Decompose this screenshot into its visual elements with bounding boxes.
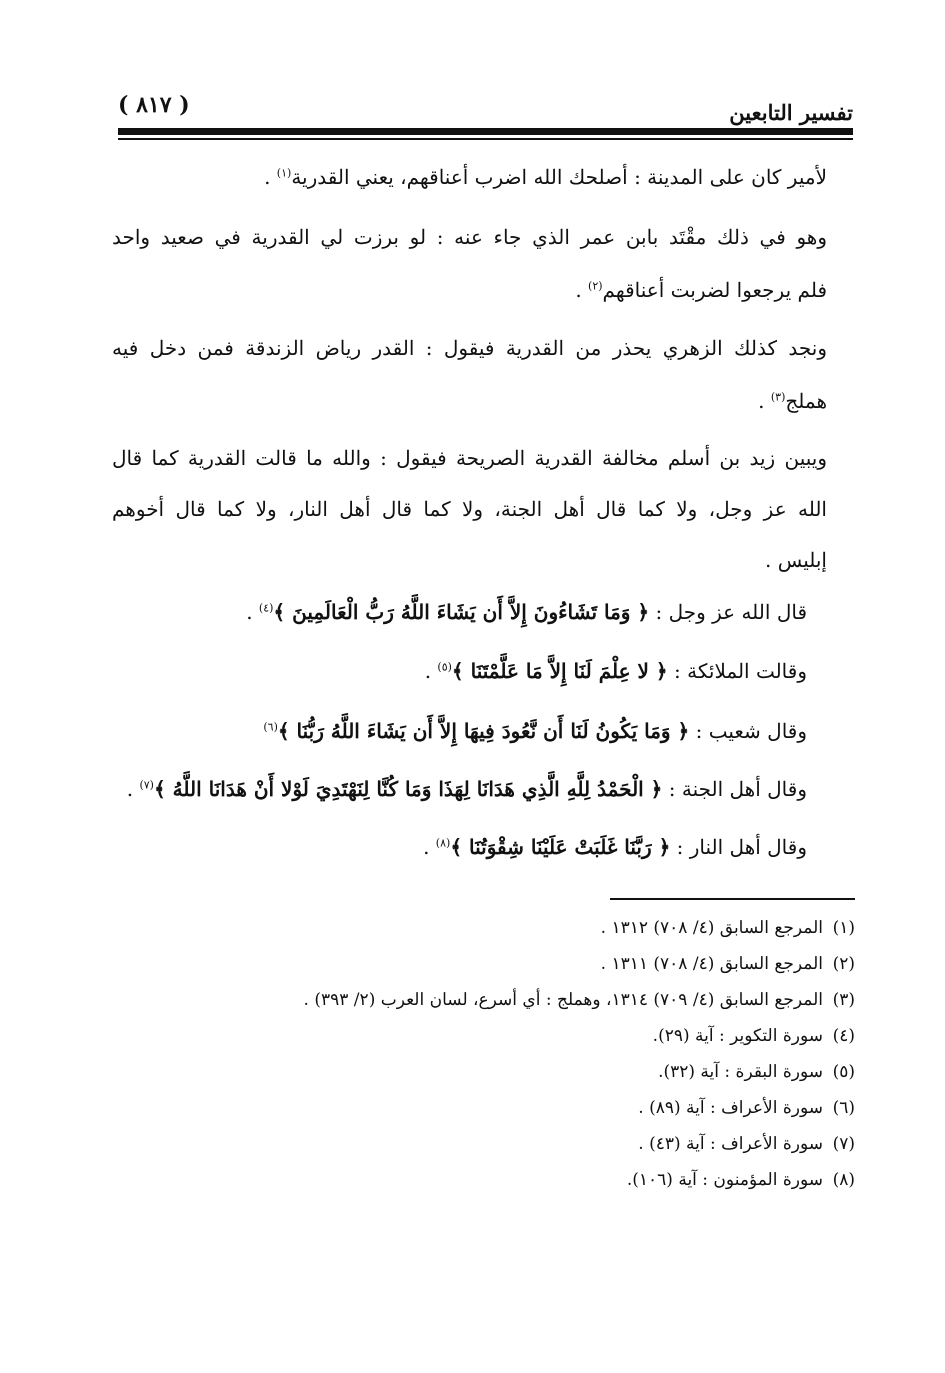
footnote-item xyxy=(601,952,855,976)
quote-line xyxy=(263,716,807,746)
footnote-number: (٦) xyxy=(832,1098,855,1118)
footnote-item xyxy=(627,1168,855,1192)
body-line xyxy=(575,275,827,305)
footnote-text: سورة الأعراف : آية (٤٣) . xyxy=(638,1134,823,1154)
footnote-item xyxy=(304,988,855,1012)
body-line xyxy=(112,333,827,363)
quote-intro: وقالت الملائكة : xyxy=(667,659,807,683)
quote-line xyxy=(127,774,807,804)
footnote-number: (٥) xyxy=(832,1062,855,1082)
body-line xyxy=(112,222,827,252)
footnote-text: سورة البقرة : آية (٣٢). xyxy=(658,1062,823,1082)
footnote-ref: (٨) xyxy=(435,836,451,850)
footnote-ref: (٢) xyxy=(588,279,603,293)
footnote-text: المرجع السابق (٤/ ٧٠٨) ١٣١٢ . xyxy=(600,918,823,938)
body-text: . xyxy=(424,659,438,683)
body-line xyxy=(765,545,827,575)
body-line xyxy=(112,443,827,473)
body-text: ويبين زيد بن أسلم مخالفة القدرية الصريحة فيقول : والله ما قالت القدرية كما قال xyxy=(112,446,827,470)
quote-line xyxy=(246,597,807,627)
body-line xyxy=(112,494,827,524)
footnote-ref: (٥) xyxy=(437,660,452,674)
body-line xyxy=(758,386,827,416)
header-rule-thick xyxy=(118,128,853,135)
footnote-ref: (١) xyxy=(276,166,292,180)
quran-verse: ﴿ رَبَّنَا غَلَبَتْ عَلَيْنَا شِقْوَتُنَا ﴾ xyxy=(450,835,671,859)
quote-intro: قال الله عز وجل : xyxy=(649,600,807,624)
body-text: الله عز وجل، ولا كما قال أهل الجنة، ولا كما قال أهل النار، ولا كما قال أخوهم xyxy=(112,497,827,521)
body-line xyxy=(264,162,827,192)
footnote-number: (١) xyxy=(832,918,855,938)
body-text: . xyxy=(246,600,259,624)
footnote-text: المرجع السابق (٤/ ٧٠٩) ١٣١٤، وهملج : أي أسرع، لسان العرب (٢/ ٣٩٣) . xyxy=(303,990,823,1010)
quote-intro: وقال أهل الجنة : xyxy=(662,777,807,801)
footnote-item xyxy=(638,1096,855,1120)
footnote-ref: (٤) xyxy=(258,601,274,615)
body-text: . xyxy=(423,835,436,859)
footnote-item xyxy=(653,1024,855,1048)
body-text: . xyxy=(575,278,589,302)
footnote-text: سورة التكوير : آية (٢٩). xyxy=(652,1026,823,1046)
quran-verse: ﴿ لا عِلْمَ لَنَا إِلاَّ مَا عَلَّمْتَنَا ﴾ xyxy=(451,659,668,683)
footnote-number: (٧) xyxy=(832,1134,855,1154)
body-text: لأمير كان على المدينة : أصلحك الله اضرب أعناقهم، يعني القدرية xyxy=(291,165,827,189)
quote-line xyxy=(425,656,807,686)
quote-intro: وقال شعيب : xyxy=(689,719,807,743)
footnote-separator xyxy=(610,898,855,900)
body-text: . xyxy=(758,389,771,413)
quran-verse: ﴿ وَمَا تَشَاءُونَ إِلاَّ أَن يَشَاءَ اللَّهُ رَبُّ الْعَالَمِينَ ﴾ xyxy=(273,600,650,624)
body-text: إبليس . xyxy=(765,548,827,572)
quote-intro: وقال أهل النار : xyxy=(670,835,807,859)
body-text: . xyxy=(264,165,277,189)
quran-verse: ﴿ وَمَا يَكُونُ لَنَا أَن نَّعُودَ فِيهَا إِلاَّ أَن يَشَاءَ اللَّهُ رَبُّنَا ﴾ xyxy=(277,719,690,743)
footnote-number: (٢) xyxy=(832,954,855,974)
footnote-item xyxy=(658,1060,855,1084)
footnote-item xyxy=(638,1132,855,1156)
running-header-title: تفسير التابعين xyxy=(729,100,853,125)
footnote-ref: (٧) xyxy=(139,778,154,792)
footnote-number: (٨) xyxy=(832,1170,855,1190)
footnote-text: سورة الأعراف : آية (٨٩) . xyxy=(638,1098,823,1118)
body-text: ونجد كذلك الزهري يحذر من القدرية فيقول : القدر رياض الزندقة فمن دخل فيه xyxy=(112,336,827,360)
body-text: . xyxy=(126,777,140,801)
footnote-ref: (٦) xyxy=(263,720,278,734)
page-number: ( ٨١٧ ) xyxy=(118,92,190,118)
footnote-number: (٤) xyxy=(832,1026,855,1046)
footnote-item xyxy=(601,916,855,940)
footnote-ref: (٣) xyxy=(770,390,786,404)
footnote-text: سورة المؤمنون : آية (١٠٦). xyxy=(626,1170,823,1190)
body-text: هملج xyxy=(785,389,827,413)
quran-verse: ﴿ الْحَمْدُ لِلَّهِ الَّذِي هَدَانَا لِهَذَا وَمَا كُنَّا لِنَهْتَدِيَ لَوْلا أَنْ هَدَانَا اللَّهُ ﴾ xyxy=(153,777,663,801)
footnote-number: (٣) xyxy=(832,990,855,1010)
body-text: وهو في ذلك مقْتَد بابن عمر الذي جاء عنه : لو برزت لي القدرية في صعيد واحد xyxy=(112,225,827,249)
quote-line xyxy=(423,832,807,862)
footnote-text: المرجع السابق (٤/ ٧٠٨) ١٣١١ . xyxy=(600,954,823,974)
header-rule-thin xyxy=(118,138,853,140)
body-text: فلم يرجعوا لضربت أعناقهم xyxy=(602,278,827,302)
